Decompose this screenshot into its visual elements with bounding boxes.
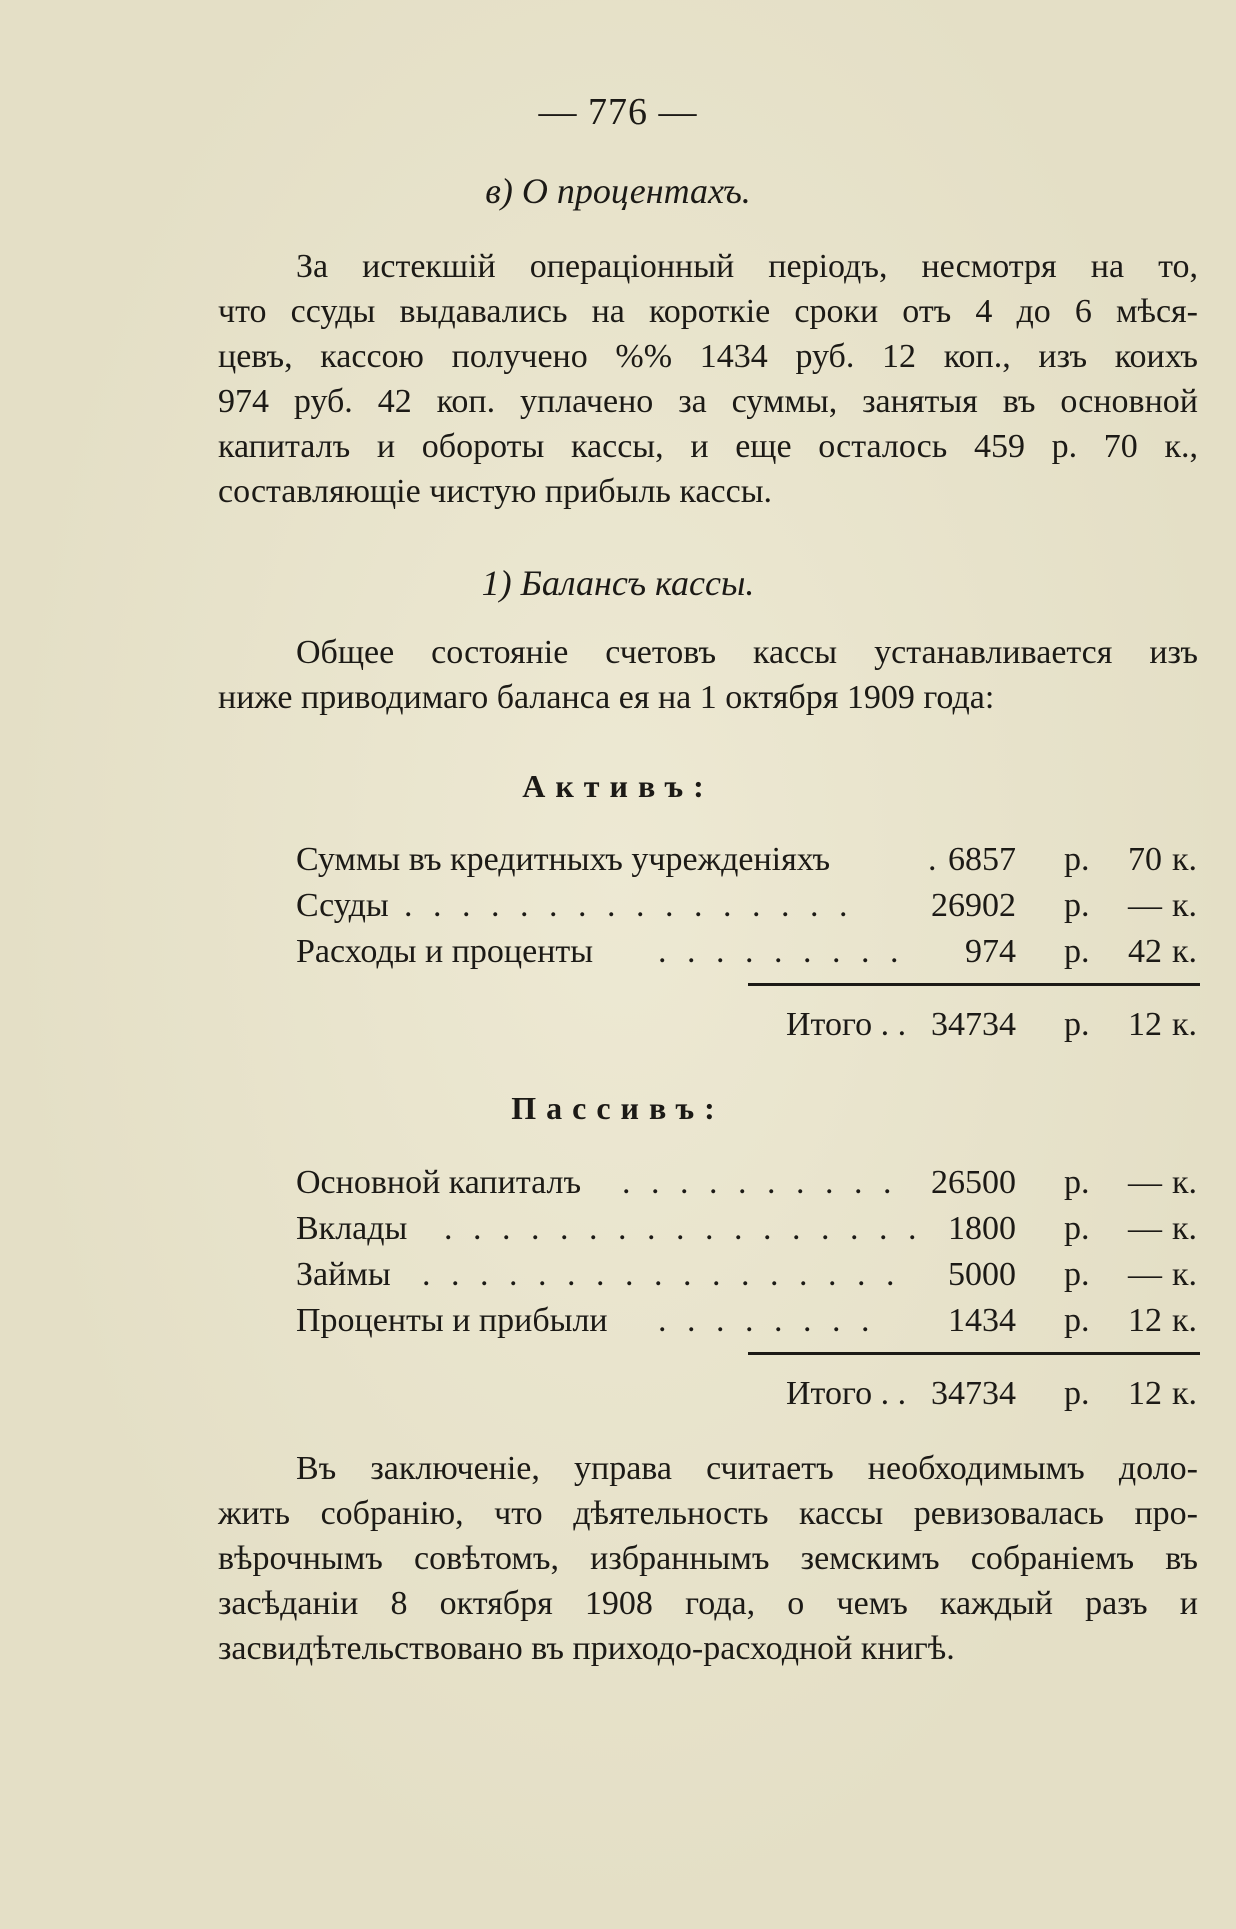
aktiv-row [296,930,1200,974]
row-label: Ссуды [296,887,389,924]
row-amount: 5000 [948,1256,1016,1293]
kop-unit: к. [1172,1302,1198,1339]
section-heading-balance: 1) Балансъ кассы. [481,563,755,603]
rub-unit: р. [1064,887,1090,924]
passiv-total [296,1372,1200,1416]
aktiv-total [296,1003,1200,1047]
kop-unit: к. [1172,933,1198,970]
total-kopecks: 12 [1128,1375,1162,1412]
row-label: Суммы въ кредитныхъ учрежденіяхъ [296,841,831,878]
passiv-row [296,1161,1200,1205]
page-number: — 776 — [538,91,698,133]
kop-unit: к. [1172,1256,1198,1293]
text-line: цевъ, кассою получено %% 1434 руб. 12 коп., изъ коихъ [218,338,1198,375]
leader-dots: . [928,841,943,878]
total-label: Итого . . [786,1006,907,1043]
text-line: вѣрочнымъ совѣтомъ, избраннымъ земскимъ собраніемъ въ [218,1540,1198,1577]
text-line: составляющіе чистую прибыль кассы. [218,473,773,510]
kop-unit: к. [1172,1006,1198,1043]
kop-unit: к. [1172,887,1198,924]
text-line: За истекшій операціонный періодъ, несмотря на то, [296,248,1198,285]
text-line: засѣданіи 8 октября 1908 года, о чемъ каждый разъ и [218,1585,1198,1622]
text-line: засвидѣтельствовано въ приходо-расходной книгѣ. [218,1630,955,1667]
rub-unit: р. [1064,841,1090,878]
row-label: Расходы и проценты [296,933,594,970]
leader-dots: . . . . . . . . . . [622,1164,898,1201]
row-kopecks: 12 [1128,1302,1162,1339]
total-kopecks: 12 [1128,1006,1162,1043]
rub-unit: р. [1064,933,1090,970]
row-label: Проценты и прибыли [296,1302,608,1339]
rub-unit: р. [1064,1006,1090,1043]
row-amount: 26500 [931,1164,1016,1201]
aktiv-row [296,884,1200,928]
text-line: капиталъ и обороты кассы, и еще осталось 459 р. 70 к., [218,428,1198,465]
row-label: Займы [296,1256,391,1293]
row-amount: 1434 [948,1302,1016,1339]
rub-unit: р. [1064,1164,1090,1201]
total-label: Итого . . [786,1375,907,1412]
text-line: жить собранію, что дѣятельность кассы ревизовалась про- [218,1495,1198,1532]
row-kopecks: — [1128,1164,1162,1201]
sum-rule [748,983,1200,986]
row-amount: 6857 [948,841,1016,878]
passiv-title: Пассивъ: [511,1090,725,1126]
rub-unit: р. [1064,1256,1090,1293]
kop-unit: к. [1172,1375,1198,1412]
text-line: что ссуды выдавались на короткіе сроки отъ 4 до 6 мѣся- [218,293,1198,330]
leader-dots: . . . . . . . . . [658,933,905,970]
leader-dots: . . . . . . . . . . . . . . . . . [444,1210,923,1247]
kop-unit: к. [1172,1210,1198,1247]
row-label: Вклады [296,1210,408,1247]
text-line: ниже приводимаго баланса ея на 1 октября 1909 года: [218,679,995,716]
kop-unit: к. [1172,1164,1198,1201]
total-amount: 34734 [931,1006,1016,1043]
section-heading-percents: в) О процентахъ. [485,171,751,211]
text-line: Общее состояніе счетовъ кассы устанавливается изъ [296,634,1198,671]
aktiv-row [296,838,1200,882]
passiv-row [296,1253,1200,1297]
text-line: Въ заключеніе, управа считаетъ необходимымъ доло- [296,1450,1198,1487]
leader-dots: . . . . . . . . . . . . . . . . [404,887,854,924]
text-line: 974 руб. 42 коп. уплачено за суммы, занятыя въ основной [218,383,1198,420]
row-kopecks: 70 [1128,841,1162,878]
sum-rule [748,1352,1200,1355]
kop-unit: к. [1172,841,1198,878]
paragraph-percents [218,244,1198,514]
row-kopecks: — [1128,1256,1162,1293]
rub-unit: р. [1064,1302,1090,1339]
aktiv-title: Активъ: [522,768,714,804]
row-amount: 974 [965,933,1016,970]
paragraph-conclusion [218,1446,1198,1671]
total-amount: 34734 [931,1375,1016,1412]
passiv-row [296,1207,1200,1251]
row-amount: 1800 [948,1210,1016,1247]
row-amount: 26902 [931,887,1016,924]
paragraph-balance-intro [218,630,1198,720]
row-label: Основной капиталъ [296,1164,582,1201]
passiv-row [296,1299,1200,1343]
row-kopecks: — [1128,887,1162,924]
leader-dots: . . . . . . . . [658,1302,876,1339]
rub-unit: р. [1064,1375,1090,1412]
row-kopecks: — [1128,1210,1162,1247]
leader-dots: . . . . . . . . . . . . . . . . . [422,1256,901,1293]
row-kopecks: 42 [1128,933,1162,970]
rub-unit: р. [1064,1210,1090,1247]
